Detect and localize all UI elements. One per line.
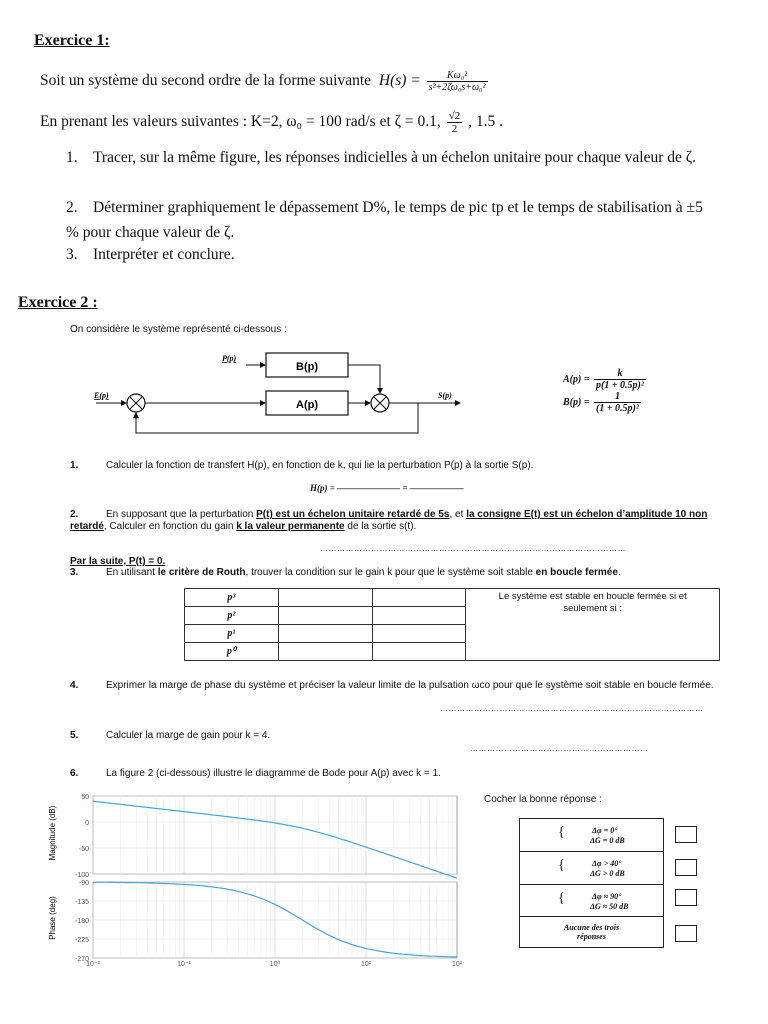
q5-answer-dots: ……………………………………………………… (470, 744, 649, 753)
ex1-values-prefix: En prenant les valeurs suivantes : K=2, ω₀ = 100 rad/s et ζ = 0.1, (40, 113, 441, 131)
q2-b: P(t) est un échelon unitaire retardé de 5s (256, 509, 450, 520)
input-e-label: E(p) (94, 391, 109, 400)
ex1-item-2 (66, 195, 716, 245)
q6-text: La figure 2 (ci-dessous) illustre le diagramme de Bode pour A(p) avec k = 1. (106, 768, 441, 779)
q1-text: Calculer la fonction de transfert H(p), en fonction de k, qui lie la perturbation P(p) à la sortie S(p). (106, 460, 534, 471)
choice-4-line-2: réponses (577, 932, 606, 941)
q5-text: Calculer la marge de gain pour k = 4. (106, 730, 271, 741)
routh-row-label: p³ (185, 589, 279, 607)
question-3 (70, 567, 621, 578)
routh-row-label: p⁰ (185, 643, 279, 661)
ex1-hs-num: Kω₀² (427, 70, 488, 82)
q4-text: Exprimer la marge de phase du système et préciser la valeur limite de la pulsation ωco pour que le système soit stable en boucle fermée. (106, 680, 714, 691)
exercise-2-title: Exercice 2 : (18, 294, 98, 311)
magnitude-tick-label: 50 (81, 794, 89, 801)
phase-tick-label: -270 (74, 956, 89, 963)
q2-a: En supposant que la perturbation (106, 509, 257, 520)
routh-cell[interactable] (372, 589, 466, 607)
phase-tick-label: -225 (74, 937, 89, 944)
frequency-tick-label: 10⁰ (269, 961, 281, 966)
question-4 (70, 680, 735, 692)
q3-number: 3. (70, 567, 79, 578)
choice-2-checkbox[interactable] (675, 859, 697, 876)
magnitude-plot (75, 794, 457, 879)
ex1-item-3-num: 3. (66, 246, 78, 263)
ex1-item-1-text: Tracer, sur la même figure, les réponses indicielles à un échelon unitaire pour chaque valeur de ζ. (93, 149, 697, 166)
block-b-label: B(p) (296, 361, 318, 373)
choice-3-checkbox[interactable] (675, 889, 697, 906)
block-a-label: A(p) (296, 399, 318, 411)
formula-b-lhs: B(p) = (563, 396, 590, 408)
input-p-label: P(p) (222, 354, 237, 363)
formula-b (563, 391, 643, 414)
ex1-values-line (40, 110, 503, 135)
ex1-item-1-num: 1. (66, 149, 78, 166)
question-1 (70, 460, 533, 471)
ex1-item-3-text: Interpréter et conclure. (93, 246, 235, 263)
q2-f: k la valeur permanente (236, 521, 345, 532)
ex1-intro: Soit un système du second ordre de la forme suivante (40, 72, 372, 90)
ex1-values-suffix: , 1.5 . (468, 113, 503, 131)
formula-b-den: (1 + 0.5p)² (596, 403, 639, 414)
formula-b-fraction (594, 391, 641, 414)
magnitude-axis-label: Magnitude (dB) (48, 805, 57, 861)
formula-b-num: 1 (594, 391, 641, 403)
block-diagram (88, 345, 468, 440)
ex1-values-fraction (447, 110, 463, 135)
q3-e: . (617, 567, 621, 578)
q3-a: En utilisant (106, 567, 158, 578)
ex1-intro-line (40, 70, 490, 93)
formula-a-den: p(1 + 0.5p)² (596, 380, 644, 391)
q4-number: 4. (70, 680, 79, 691)
check-title: Cocher la bonne réponse : (484, 794, 602, 805)
q2-g: de la sortie s(t). (344, 521, 417, 532)
routh-cell[interactable] (278, 625, 372, 643)
q3-b: le critère de Routh (157, 567, 246, 578)
exercise-1-title: Exercice 1: (34, 32, 110, 49)
q2-d: la consigne E(t) est un échelon d’amplitude 10 non retardé (70, 509, 708, 532)
routh-cell[interactable] (278, 607, 372, 625)
routh-cell[interactable] (372, 607, 466, 625)
question-5 (70, 730, 270, 741)
choice-1-checkbox[interactable] (675, 826, 697, 843)
formula-a-num: k (594, 368, 646, 380)
routh-row-label: p¹ (185, 625, 279, 643)
choice-1 (520, 819, 663, 851)
brace-icon: { (558, 825, 565, 840)
frequency-tick-label: 10² (451, 961, 463, 966)
choice-3 (520, 884, 663, 916)
phase-tick-label: -135 (74, 899, 89, 906)
phase-plot (75, 880, 463, 966)
choice-4-checkbox[interactable] (675, 925, 697, 942)
magnitude-tick-label: -100 (74, 872, 89, 879)
routh-row-label: p² (185, 607, 279, 625)
q3-d: en boucle fermée (535, 567, 618, 578)
formula-a-fraction (594, 368, 646, 391)
magnitude-tick-label: -50 (78, 846, 89, 853)
brace-icon: { (558, 858, 565, 873)
ex1-item-1 (66, 145, 716, 170)
magnitude-tick-label: 0 (85, 820, 89, 827)
ex1-values-frac-den: 2 (451, 123, 458, 136)
phase-tick-label: -90 (78, 880, 89, 887)
q5-number: 5. (70, 730, 79, 741)
ex1-hs-den: s²+2ζω₀s+ω₀² (428, 82, 486, 93)
choice-3-line-1: Δφ ≈ 90° (592, 892, 622, 901)
q3-preamble: Par la suite, P(t) = 0. (70, 556, 166, 567)
choice-2-line-2: ΔG > 0 dB (590, 869, 625, 878)
routh-row (185, 589, 720, 607)
brace-icon: { (558, 891, 565, 906)
formula-a-lhs: A(p) = (563, 373, 590, 385)
choice-2 (520, 851, 663, 884)
answer-choices-box (519, 818, 664, 948)
routh-table (184, 588, 720, 661)
q1-answer: H(p) = ——————— = —————— (310, 483, 464, 493)
q2-number: 2. (70, 509, 79, 520)
bode-plot (45, 788, 465, 966)
q2-c: , et (449, 509, 467, 520)
phase-axis-label: Phase (deg) (48, 896, 57, 940)
routh-cell[interactable] (278, 589, 372, 607)
choice-4 (520, 916, 663, 947)
frequency-tick-label: 10⁻² (86, 961, 100, 966)
routh-stability-note: Le système est stable en boucle fermée si et seulement si : (466, 589, 720, 661)
q3-c: , trouver la condition sur le gain k pour que le système soit stable (245, 567, 536, 578)
phase-tick-label: -180 (74, 918, 89, 925)
ex1-item-2-num: 2. (66, 199, 78, 216)
ex1-hs-fraction (427, 70, 488, 93)
ex1-values-frac-num: √2 (448, 110, 461, 122)
ex1-item-2-text: Déterminer graphiquement le dépassement D%, le temps de pic tp et le temps de stabilisation à ±5 % pour chaque valeur de ζ. (66, 199, 703, 241)
choice-1-line-2: ΔG = 0 dB (590, 836, 625, 845)
ex2-intro: On considère le système représenté ci-dessous : (70, 324, 287, 335)
choice-2-line-1: Δφ > 40° (592, 859, 622, 868)
question-6 (70, 768, 441, 779)
sum-junction-2 (371, 394, 389, 412)
choice-1-line-1: Δφ = 0° (592, 826, 618, 835)
question-2 (70, 509, 720, 533)
output-s-label: S(p) (438, 391, 452, 400)
q2-e: , Calculer en fonction du gain (103, 521, 237, 532)
frequency-tick-label: 10¹ (360, 961, 372, 966)
q4-answer-dots: ………………………………………………………………………………… (440, 704, 704, 713)
q6-number: 6. (70, 768, 79, 779)
routh-cell[interactable] (372, 625, 466, 643)
q2-answer-dots: ……………………………………………………………………………………………… (320, 544, 626, 553)
ex1-hs: H(s) = (378, 72, 421, 90)
sum-junction-1 (127, 394, 145, 412)
choice-3-line-2: ΔG ≈ 50 dB (590, 902, 629, 911)
routh-cell[interactable] (278, 643, 372, 661)
ex1-item-3 (66, 246, 716, 264)
choice-4-line-1: Aucune des trois (563, 923, 620, 932)
formula-a (563, 368, 648, 391)
q1-number: 1. (70, 460, 79, 471)
frequency-tick-label: 10⁻¹ (177, 961, 191, 966)
routh-cell[interactable] (372, 643, 466, 661)
